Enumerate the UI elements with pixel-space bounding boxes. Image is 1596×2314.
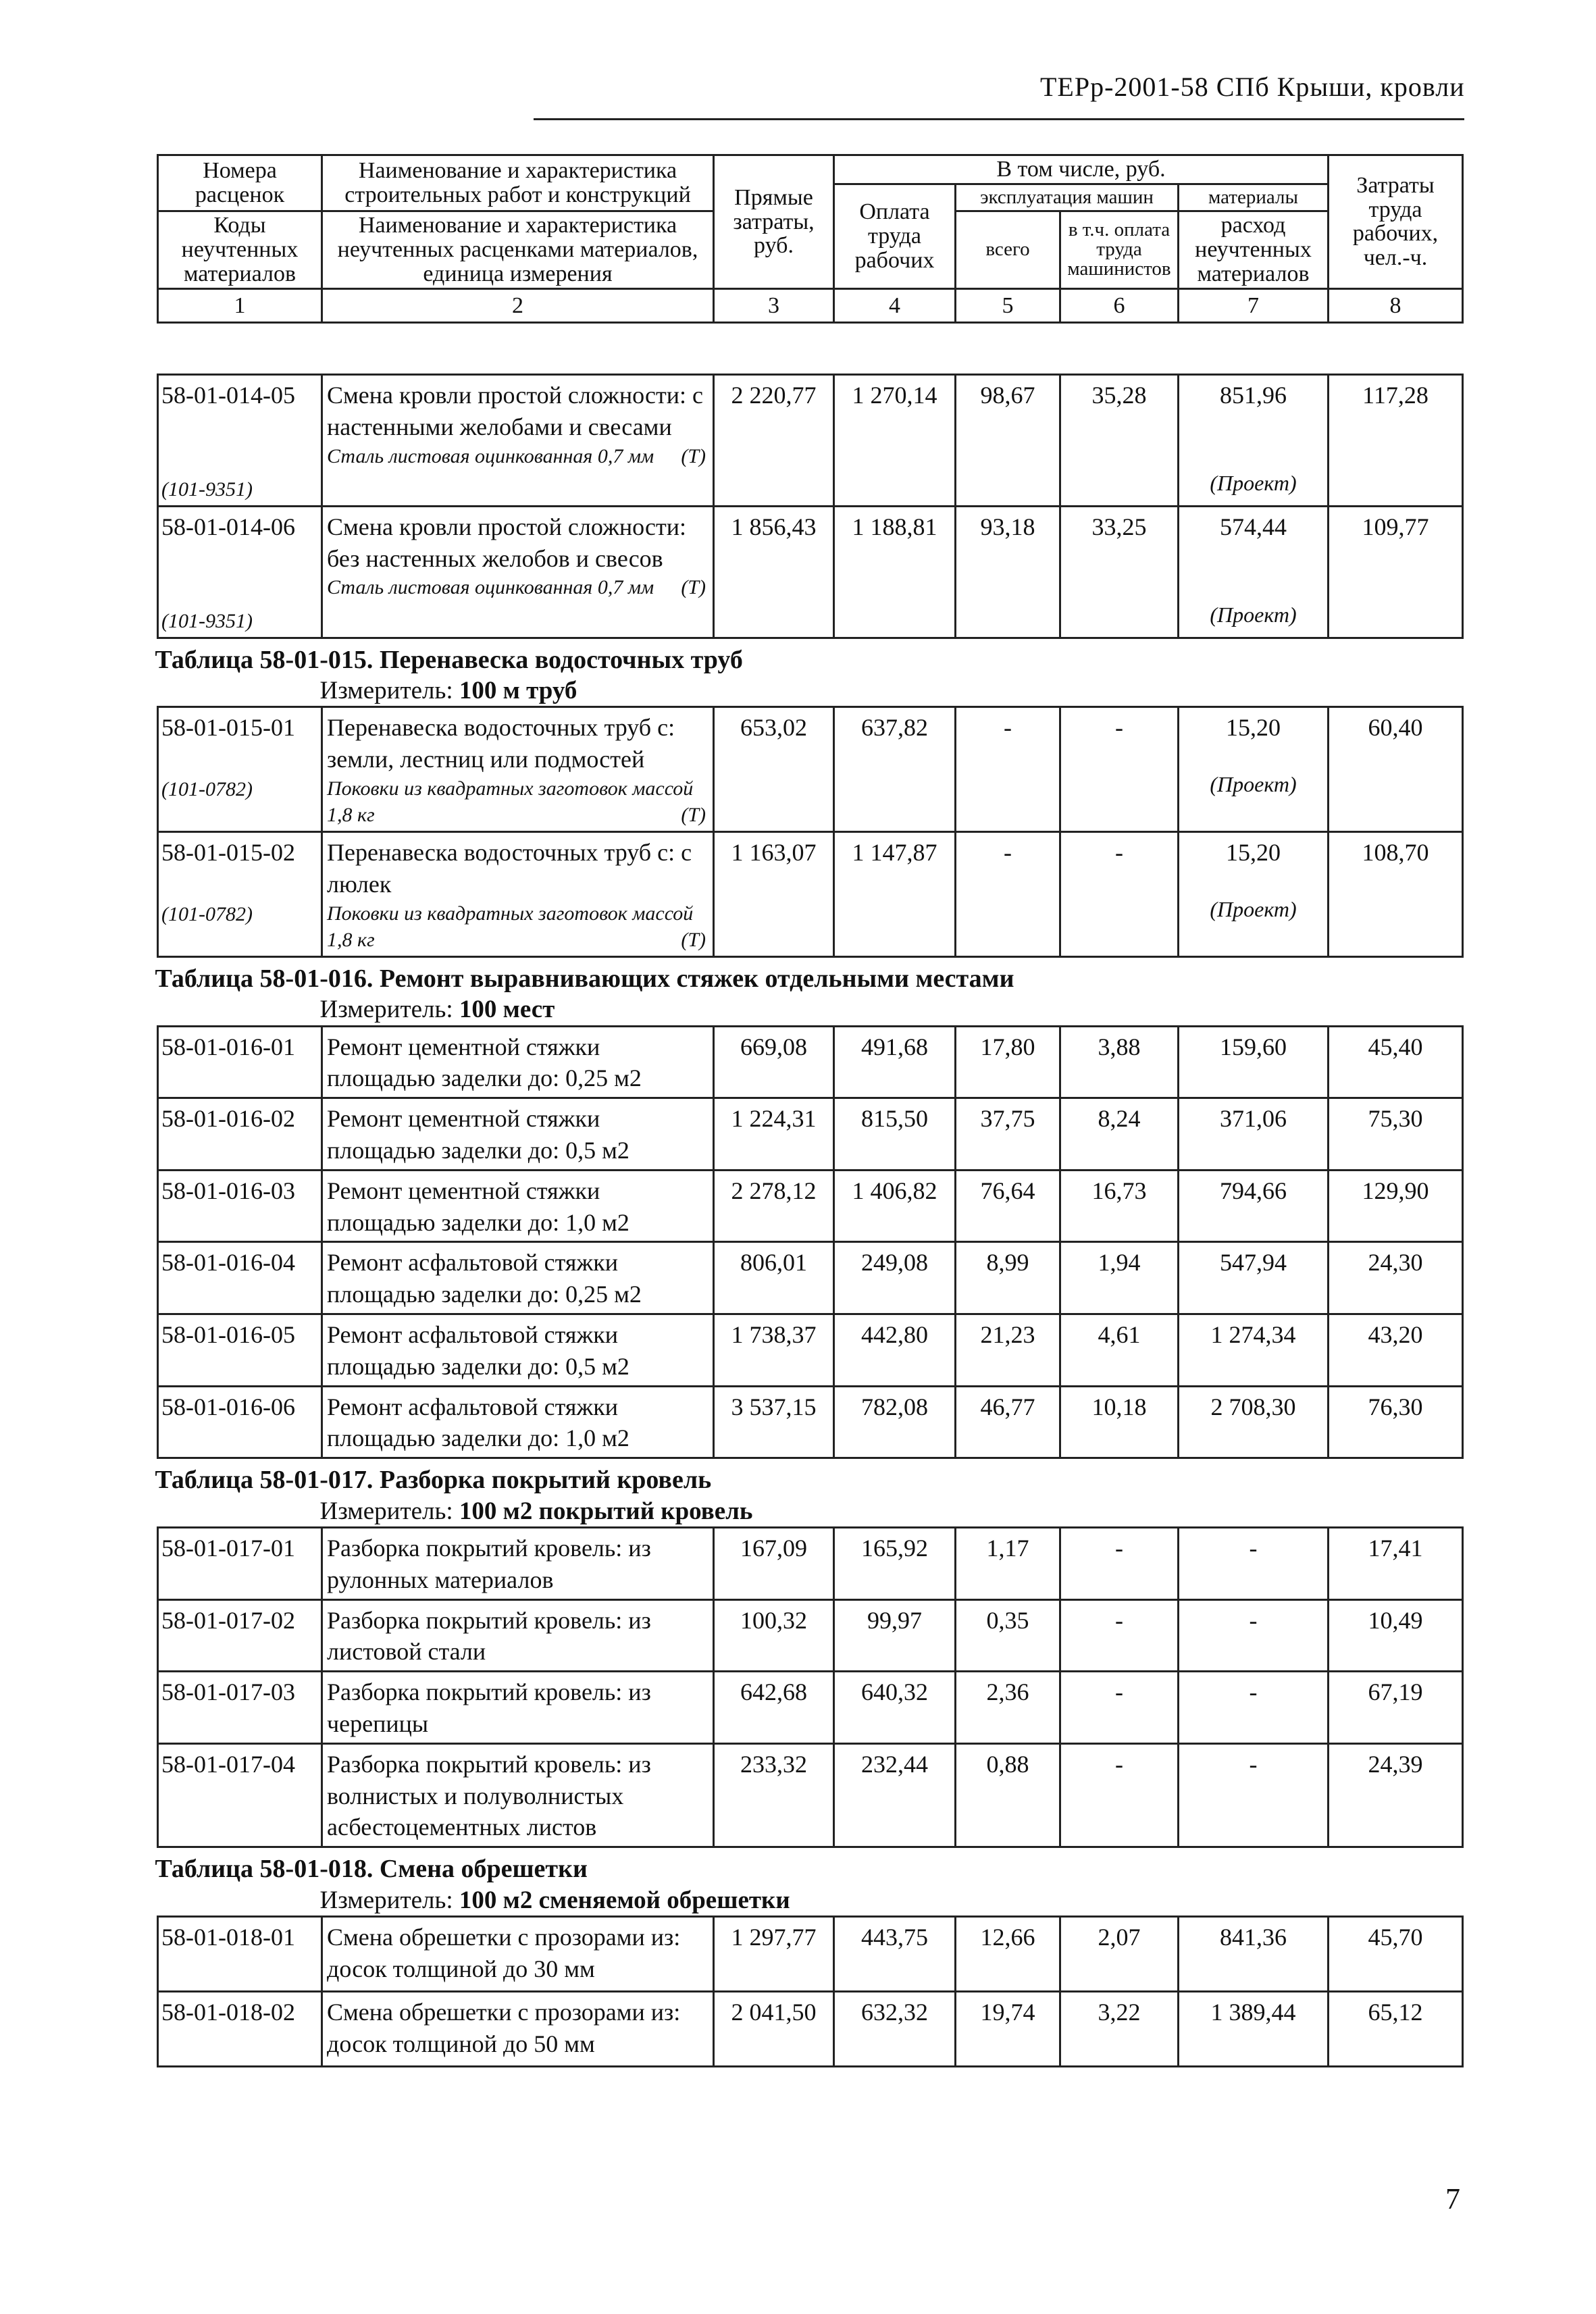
work-description: Перенавеска водосточных труб с: земли, лестниц или подмостей bbox=[327, 714, 675, 773]
work-description: Ремонт цементной стяжки площадью заделки до: 0,5 м2 bbox=[322, 1098, 714, 1171]
table-row bbox=[158, 1314, 1463, 1386]
t-mark: (Т) bbox=[681, 804, 706, 827]
materials-header: материалы bbox=[1179, 184, 1329, 211]
work-description: Смена обрешетки с прозорами из: досок толщиной до 30 мм bbox=[322, 1917, 714, 1992]
direct-cost: 233,32 bbox=[714, 1743, 834, 1847]
running-header: ТЕРр-2001-58 СПб Крыши, кровли bbox=[1040, 72, 1465, 102]
materials-cost: 371,06 bbox=[1179, 1098, 1329, 1171]
col3-header: Прямые затраты, руб. bbox=[714, 155, 834, 289]
machinists-cost: 16,73 bbox=[1060, 1170, 1179, 1242]
machinists-cost: 4,61 bbox=[1060, 1314, 1179, 1386]
labor-cost: 442,80 bbox=[834, 1314, 956, 1386]
direct-cost: 1 224,31 bbox=[714, 1098, 834, 1171]
exploitation-header: эксплуатация машин bbox=[956, 184, 1179, 211]
direct-cost: 1 163,07 bbox=[714, 832, 834, 957]
rate-code: 58-01-017-04 bbox=[158, 1743, 322, 1847]
labor-cost: 640,32 bbox=[834, 1672, 956, 1744]
labor-cost: 632,32 bbox=[834, 1992, 956, 2067]
section-title: Таблица 58-01-015. Перенавеска водосточных труб bbox=[155, 645, 743, 674]
labor-hours: 75,30 bbox=[1329, 1098, 1463, 1171]
table-row bbox=[158, 1170, 1463, 1242]
table-row bbox=[158, 1242, 1463, 1314]
labor-cost: 1 147,87 bbox=[834, 832, 956, 957]
page-number: 7 bbox=[1445, 2182, 1460, 2215]
rate-code: 58-01-015-01 bbox=[161, 714, 295, 742]
material-code: (101-9351) bbox=[161, 609, 253, 632]
machinists-cost: 1,94 bbox=[1060, 1242, 1179, 1314]
machinists-cost: 8,24 bbox=[1060, 1098, 1179, 1171]
measure-label: Измеритель: bbox=[319, 1886, 453, 1914]
machines-cost: 93,18 bbox=[956, 506, 1060, 638]
rate-code: 58-01-016-06 bbox=[158, 1386, 322, 1458]
table-row bbox=[158, 375, 1463, 507]
machines-cost: 12,66 bbox=[956, 1917, 1060, 1992]
labor-cost: 637,82 bbox=[834, 707, 956, 832]
direct-cost: 3 537,15 bbox=[714, 1386, 834, 1458]
direct-cost: 1 297,77 bbox=[714, 1917, 834, 1992]
rate-code: 58-01-018-01 bbox=[158, 1917, 322, 1992]
rate-code: 58-01-016-01 bbox=[158, 1026, 322, 1098]
col1-header-top: Номера расценок bbox=[158, 155, 322, 211]
work-description: Ремонт асфальтовой стяжки площадью заделки до: 0,25 м2 bbox=[322, 1242, 714, 1314]
work-description: Разборка покрытий кровель: из листовой стали bbox=[322, 1599, 714, 1672]
col5-header: всего bbox=[956, 211, 1060, 288]
machines-cost: - bbox=[956, 707, 1060, 832]
col-number: 3 bbox=[714, 288, 834, 323]
measure-label: Измеритель: bbox=[319, 1497, 453, 1525]
labor-cost: 99,97 bbox=[834, 1599, 956, 1672]
table-row bbox=[158, 1599, 1463, 1672]
direct-cost: 806,01 bbox=[714, 1242, 834, 1314]
col1-header-bottom: Коды неучтенных материалов bbox=[158, 211, 322, 288]
material-description: Поковки из квадратных заготовок массой 1,8 кг bbox=[327, 902, 694, 951]
t-mark: (Т) bbox=[681, 576, 706, 599]
table-row bbox=[158, 506, 1463, 638]
direct-cost: 1 856,43 bbox=[714, 506, 834, 638]
table-body bbox=[158, 1917, 1463, 2067]
rate-code: 58-01-014-06 bbox=[161, 513, 295, 540]
machinists-cost: 3,88 bbox=[1060, 1026, 1179, 1098]
rate-code: 58-01-014-05 bbox=[161, 382, 295, 409]
labor-hours: 17,41 bbox=[1329, 1528, 1463, 1600]
work-description: Смена кровли простой сложности: без настенных желобов и свесов bbox=[327, 513, 686, 572]
rate-code: 58-01-015-02 bbox=[161, 839, 295, 867]
labor-hours: 60,40 bbox=[1329, 707, 1463, 832]
col6-header: в т.ч. оплата труда машинистов bbox=[1060, 211, 1179, 288]
machines-cost: 46,77 bbox=[956, 1386, 1060, 1458]
machinists-cost: - bbox=[1060, 1528, 1179, 1600]
col8-header: Затраты труда рабочих, чел.-ч. bbox=[1329, 155, 1463, 289]
work-description: Смена кровли простой сложности: с настенными желобами и свесами bbox=[327, 382, 703, 440]
labor-hours: 43,20 bbox=[1329, 1314, 1463, 1386]
materials-cost: 159,60 bbox=[1179, 1026, 1329, 1098]
machinists-cost: 35,28 bbox=[1060, 375, 1179, 507]
direct-cost: 100,32 bbox=[714, 1599, 834, 1672]
direct-cost: 2 278,12 bbox=[714, 1170, 834, 1242]
labor-hours: 45,70 bbox=[1329, 1917, 1463, 1992]
labor-hours: 129,90 bbox=[1329, 1170, 1463, 1242]
work-description: Разборка покрытий кровель: из волнистых и полуволнистых асбестоцементных листов bbox=[322, 1743, 714, 1847]
labor-hours: 67,19 bbox=[1329, 1672, 1463, 1744]
measure-label: Измеритель: bbox=[319, 996, 453, 1024]
labor-cost: 491,68 bbox=[834, 1026, 956, 1098]
t-mark: (Т) bbox=[681, 928, 706, 951]
labor-hours: 117,28 bbox=[1329, 375, 1463, 507]
materials-cost: 841,36 bbox=[1179, 1917, 1329, 1992]
machines-cost: 98,67 bbox=[956, 375, 1060, 507]
labor-cost: 1 270,14 bbox=[834, 375, 956, 507]
machinists-cost: 2,07 bbox=[1060, 1917, 1179, 1992]
measure-unit: 100 м2 покрытий кровель bbox=[459, 1497, 753, 1525]
table-row bbox=[158, 1386, 1463, 1458]
col2-header-top: Наименование и характеристика строительных работ и конструкций bbox=[322, 155, 714, 211]
machinists-cost: 10,18 bbox=[1060, 1386, 1179, 1458]
materials-cost: 2 708,30 bbox=[1179, 1386, 1329, 1458]
section-title: Таблица 58-01-018. Смена обрешетки bbox=[155, 1855, 588, 1884]
table-row bbox=[158, 1026, 1463, 1098]
material-description: Поковки из квадратных заготовок массой 1,8 кг bbox=[327, 777, 694, 827]
work-description: Ремонт асфальтовой стяжки площадью заделки до: 0,5 м2 bbox=[322, 1314, 714, 1386]
col-number: 1 bbox=[158, 288, 322, 323]
machines-cost: 0,35 bbox=[956, 1599, 1060, 1672]
measure-unit: 100 м2 сменяемой обрешетки bbox=[459, 1886, 790, 1914]
direct-cost: 669,08 bbox=[714, 1026, 834, 1098]
machinists-cost: 33,25 bbox=[1060, 506, 1179, 638]
rate-code: 58-01-016-05 bbox=[158, 1314, 322, 1386]
work-description: Разборка покрытий кровель: из черепицы bbox=[322, 1672, 714, 1744]
labor-hours: 24,30 bbox=[1329, 1242, 1463, 1314]
labor-hours: 109,77 bbox=[1329, 506, 1463, 638]
machinists-cost: - bbox=[1060, 1599, 1179, 1672]
section-title: Таблица 58-01-016. Ремонт выравнивающих стяжек отдельными местами bbox=[155, 964, 1014, 993]
work-description: Смена обрешетки с прозорами из: досок толщиной до 50 мм bbox=[322, 1992, 714, 2067]
machines-cost: 8,99 bbox=[956, 1242, 1060, 1314]
machinists-cost: - bbox=[1060, 1743, 1179, 1847]
col-number: 2 bbox=[322, 288, 714, 323]
labor-cost: 443,75 bbox=[834, 1917, 956, 1992]
rate-code: 58-01-017-03 bbox=[158, 1672, 322, 1744]
rate-code: 58-01-016-04 bbox=[158, 1242, 322, 1314]
group-header: В том числе, руб. bbox=[834, 155, 1329, 184]
col4-header: Оплата труда рабочих bbox=[834, 184, 956, 288]
direct-cost: 653,02 bbox=[714, 707, 834, 832]
col-number: 8 bbox=[1329, 288, 1463, 323]
material-code: (101-9351) bbox=[161, 478, 253, 500]
table-body bbox=[158, 1026, 1463, 1458]
machines-cost: - bbox=[956, 832, 1060, 957]
direct-cost: 1 738,37 bbox=[714, 1314, 834, 1386]
machines-cost: 21,23 bbox=[956, 1314, 1060, 1386]
labor-hours: 76,30 bbox=[1329, 1386, 1463, 1458]
labor-cost: 782,08 bbox=[834, 1386, 956, 1458]
labor-hours: 24,39 bbox=[1329, 1743, 1463, 1847]
column-header-table bbox=[157, 154, 1464, 324]
work-description: Ремонт цементной стяжки площадью заделки до: 0,25 м2 bbox=[322, 1026, 714, 1098]
material-code: (101-0782) bbox=[161, 902, 253, 925]
rate-code: 58-01-016-02 bbox=[158, 1098, 322, 1171]
col-number: 5 bbox=[956, 288, 1060, 323]
measure-unit: 100 мест bbox=[459, 996, 555, 1024]
materials-cost: 1 274,34 bbox=[1179, 1314, 1329, 1386]
header-rule bbox=[534, 118, 1464, 120]
t-mark: (Т) bbox=[681, 444, 706, 467]
labor-cost: 815,50 bbox=[834, 1098, 956, 1171]
materials-cost: 794,66 bbox=[1179, 1170, 1329, 1242]
rate-code: 58-01-017-01 bbox=[158, 1528, 322, 1600]
table-row bbox=[158, 1528, 1463, 1600]
rate-code: 58-01-016-03 bbox=[158, 1170, 322, 1242]
rate-code: 58-01-018-02 bbox=[158, 1992, 322, 2067]
project-note: (Проект) bbox=[1210, 470, 1297, 495]
direct-cost: 167,09 bbox=[714, 1528, 834, 1600]
labor-hours: 65,12 bbox=[1329, 1992, 1463, 2067]
machines-cost: 2,36 bbox=[956, 1672, 1060, 1744]
project-note: (Проект) bbox=[1210, 602, 1297, 627]
table-row bbox=[158, 707, 1463, 832]
measure-label: Измеритель: bbox=[319, 677, 453, 705]
materials-cost: 15,20 bbox=[1226, 714, 1281, 742]
rates-table bbox=[157, 374, 1464, 2067]
material-code: (101-0782) bbox=[161, 778, 253, 801]
machinists-cost: - bbox=[1060, 832, 1179, 957]
machinists-cost: - bbox=[1060, 707, 1179, 832]
table-row bbox=[158, 1672, 1463, 1744]
table-body bbox=[158, 1528, 1463, 1847]
material-description: Сталь листовая оцинкованная 0,7 мм bbox=[327, 444, 654, 467]
table-row bbox=[158, 1992, 1463, 2067]
work-description: Ремонт асфальтовой стяжки площадью заделки до: 1,0 м2 bbox=[322, 1386, 714, 1458]
table-row bbox=[158, 1098, 1463, 1171]
direct-cost: 2 041,50 bbox=[714, 1992, 834, 2067]
materials-cost: 547,94 bbox=[1179, 1242, 1329, 1314]
col7-header: расход неучтенных материалов bbox=[1179, 211, 1329, 288]
machines-cost: 1,17 bbox=[956, 1528, 1060, 1600]
col-number: 4 bbox=[834, 288, 956, 323]
rate-code: 58-01-017-02 bbox=[158, 1599, 322, 1672]
machinists-cost: 3,22 bbox=[1060, 1992, 1179, 2067]
col-number: 6 bbox=[1060, 288, 1179, 323]
labor-cost: 1 406,82 bbox=[834, 1170, 956, 1242]
work-description: Перенавеска водосточных труб с: с люлек bbox=[327, 839, 692, 898]
direct-cost: 2 220,77 bbox=[714, 375, 834, 507]
labor-hours: 10,49 bbox=[1329, 1599, 1463, 1672]
labor-cost: 1 188,81 bbox=[834, 506, 956, 638]
table-row bbox=[158, 832, 1463, 957]
machines-cost: 0,88 bbox=[956, 1743, 1060, 1847]
table-row bbox=[158, 1743, 1463, 1847]
labor-hours: 108,70 bbox=[1329, 832, 1463, 957]
materials-cost: - bbox=[1179, 1743, 1329, 1847]
material-description: Сталь листовая оцинкованная 0,7 мм bbox=[327, 576, 654, 599]
materials-cost: - bbox=[1179, 1528, 1329, 1600]
project-note: (Проект) bbox=[1210, 896, 1297, 921]
measure-unit: 100 м труб bbox=[459, 677, 577, 705]
machines-cost: 19,74 bbox=[956, 1992, 1060, 2067]
materials-cost: 851,96 bbox=[1220, 382, 1287, 409]
labor-cost: 249,08 bbox=[834, 1242, 956, 1314]
machinists-cost: - bbox=[1060, 1672, 1179, 1744]
materials-cost: 574,44 bbox=[1220, 513, 1287, 540]
table-row bbox=[158, 1917, 1463, 1992]
labor-cost: 232,44 bbox=[834, 1743, 956, 1847]
section-title: Таблица 58-01-017. Разборка покрытий кровель bbox=[155, 1466, 712, 1495]
materials-cost: 15,20 bbox=[1226, 839, 1281, 867]
work-description: Ремонт цементной стяжки площадью заделки до: 1,0 м2 bbox=[322, 1170, 714, 1242]
col2-header-bottom: Наименование и характеристика неучтенных расценками материалов, единица измерения bbox=[322, 211, 714, 288]
machines-cost: 37,75 bbox=[956, 1098, 1060, 1171]
machines-cost: 76,64 bbox=[956, 1170, 1060, 1242]
materials-cost: - bbox=[1179, 1672, 1329, 1744]
materials-cost: 1 389,44 bbox=[1179, 1992, 1329, 2067]
labor-cost: 165,92 bbox=[834, 1528, 956, 1600]
direct-cost: 642,68 bbox=[714, 1672, 834, 1744]
materials-cost: - bbox=[1179, 1599, 1329, 1672]
machines-cost: 17,80 bbox=[956, 1026, 1060, 1098]
work-description: Разборка покрытий кровель: из рулонных материалов bbox=[322, 1528, 714, 1600]
col-number: 7 bbox=[1179, 288, 1329, 323]
labor-hours: 45,40 bbox=[1329, 1026, 1463, 1098]
project-note: (Проект) bbox=[1210, 772, 1297, 797]
